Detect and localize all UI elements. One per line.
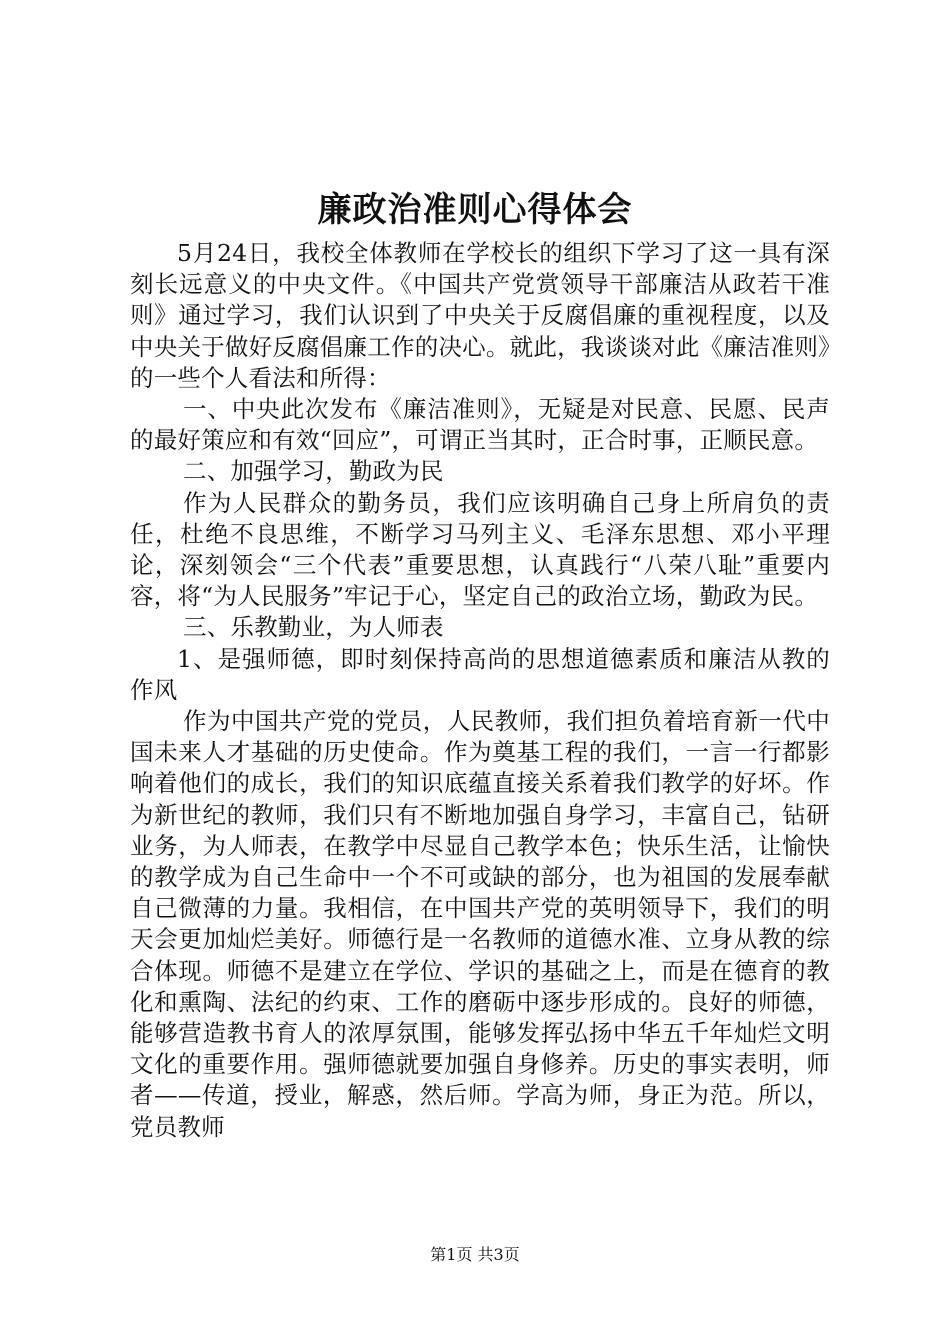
section-heading-three: 三、乐教勤业，为人师表 xyxy=(183,613,444,642)
document-body xyxy=(130,238,830,1143)
page-footer: 第1页 共3页 xyxy=(430,1245,520,1264)
section-three-paragraph: 作为中国共产党的党员，人民教师，我们担负着培育新一代中国未来人才基础的历史使命。作为奠基工程的我们，一言一行都影响着他们的成长，我们的知识底蕴直接关系着我们教学的好坏。作为新世纪的教师，我们只有不断地加强自身学习，丰富自己，钻研业务，为人师表，在教学中尽显自己教学本色；快乐生活，让愉快的教学成为自己生命中一个不可或缺的部分，也为祖国的发展奉献自己微薄的力量。我相信，在中国共产党的英明领导下，我们的明天会更加灿烂美好。师德行是一名教师的道德水准、立身从教的综合体现。师德不是建立在学位、学识的基础之上，而是在德育的教化和熏陶、法纪的约束、工作的磨砺中逐步形成的。良好的师德，能够营造教书育人的浓厚氛围，能够发挥弘扬中华五千年灿烂文明文化的重要作用。强师德就要加强自身修养。历史的事实表明，师者——传道，授业，解惑，然后师。学高为师，身正为范。所以，党员教师 xyxy=(130,707,830,1141)
section-two-paragraph: 作为人民群众的勤务员，我们应该明确自己身上所肩负的责任，杜绝不良思维，不断学习马列主义、毛泽东思想、邓小平理论，深刻领会“三个代表”重要思想，认真践行“八荣八耻”重要内容，将“为人民服务”牢记于心，坚定自己的政治立场，勤政为民。 xyxy=(130,488,830,611)
document-title: 廉政治准则心得体会 xyxy=(317,190,633,230)
subsection-heading-one: 1、是强师德，即时刻保持高尚的思想道德素质和廉洁从教的作风 xyxy=(130,644,830,704)
intro-paragraph: 5月24日，我校全体教师在学校长的组织下学习了这一具有深刻长远意义的中央文件。《中国共产党赏领导干部廉洁从政若干准则》通过学习，我们认识到了中央关于反腐倡廉的重视程度，以及中央关于做好反腐倡廉工作的决心。就此，我谈谈对此《廉洁准则》的一些个人看法和所得： xyxy=(130,239,830,392)
section-heading-two: 二、加强学习，勤政为民 xyxy=(183,457,444,486)
point-one-paragraph: 一、中央此次发布《廉洁准则》，无疑是对民意、民愿、民声的最好策应和有效“回应”，可谓正当其时，正合时事，正顺民意。 xyxy=(130,395,830,455)
